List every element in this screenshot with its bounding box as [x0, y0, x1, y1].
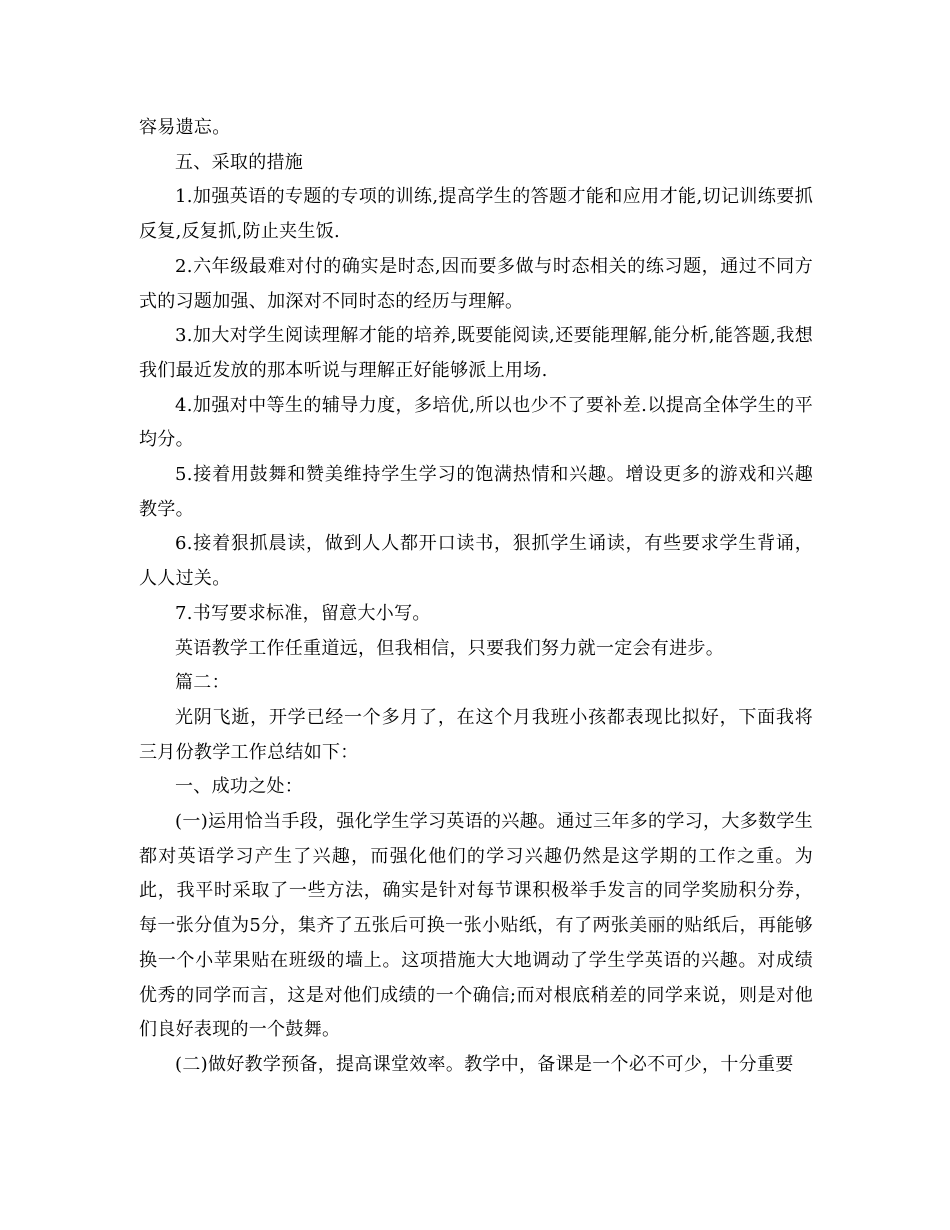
paragraph: 3.加大对学生阅读理解才能的培养,既要能阅读,还要能理解,能分析,能答题,我想我们最近发放的那本听说与理解正好能够派上用场. [139, 325, 813, 381]
paragraph: 容易遗忘。 [139, 117, 231, 138]
paragraph: 6.接着狠抓晨读，做到人人都开口读书，狠抓学生诵读，有些要求学生背诵，人人过关。 [139, 533, 813, 590]
section-heading: 篇二： [175, 672, 230, 694]
paragraph: 5.接着用鼓舞和赞美维持学生学习的饱满热情和兴趣。增设更多的游戏和兴趣教学。 [139, 464, 813, 520]
paragraph: (一)运用恰当手段，强化学生学习英语的兴趣。通过三年多的学习，大多数学生都对英语学习产生了兴趣，而强化他们的学习兴趣仍然是这学期的工作之重。为此，我平时采取了一些方法，确实是针对每节课积极举手发言的同学奖励积分券，每一张分值为5分，集齐了五张后可换一张小贴纸，有了两张美丽的贴纸后，再能够换一个小苹果贴在班级的墙上。这项措施大大地调动了学生学英语的兴趣。对成绩优秀的同学而言，这是对他们成绩的一个确信;而对根底稍差的同学来说，则是对他们良好表现的一个鼓舞。 [139, 811, 813, 1041]
paragraph: 光阴飞逝，开学已经一个多月了，在这个月我班小孩都表现比拟好，下面我将三月份教学工作总结如下： [139, 706, 813, 763]
paragraph: 7.书写要求标准，留意大小写。 [175, 602, 431, 624]
paragraph: 4.加强对中等生的辅导力度，多培优,所以也少不了要补差.以提高全体学生的平均分。 [139, 394, 813, 451]
paragraph: 1.加强英语的专题的专项的训练,提高学生的答题才能和应用才能,切记训练要抓反复,反复抓,防止夹生饭. [139, 186, 813, 243]
paragraph: 英语教学工作任重道远，但我相信，只要我们努力就一定会有进步。 [175, 637, 724, 659]
paragraph: 五、采取的措施 [175, 151, 304, 173]
paragraph: (二)做好教学预备，提高课堂效率。教学中，备课是一个必不可少，十分重要 [175, 1053, 794, 1075]
document-body [139, 111, 813, 1083]
section-heading: 一、成功之处： [175, 776, 304, 798]
paragraph: 2.六年级最难对付的确实是时态,因而要多做与时态相关的练习题，通过不同方式的习题加强、加深对不同时态的经历与理解。 [139, 255, 813, 312]
